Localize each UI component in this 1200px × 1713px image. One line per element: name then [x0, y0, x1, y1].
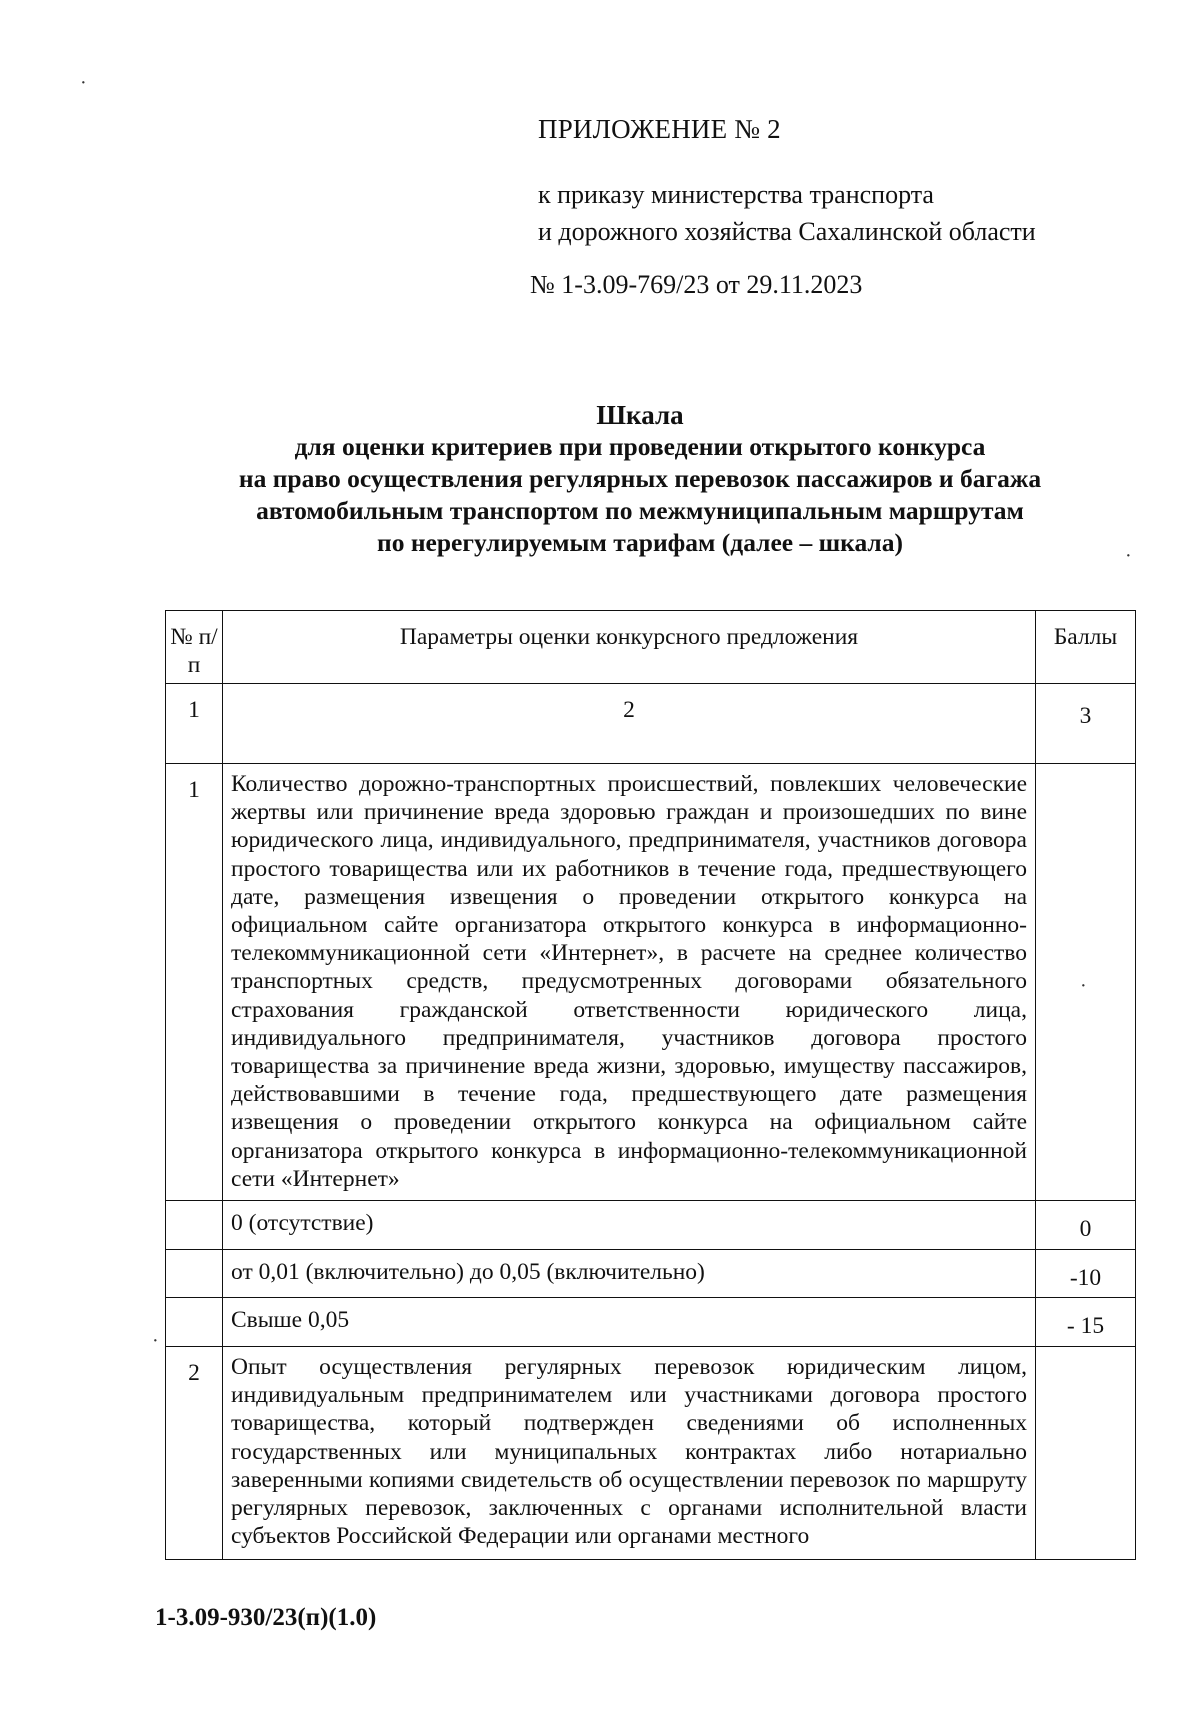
criterion-text: Количество дорожно-транспортных происшествий, повлекших человеческие жертвы или причинение вреда здоровью граждан и произошедших по вине юридического лица, индивидуального, предпринимателя, участников договора простого товарищества или их работников в течение года, предшествующего дате, размещения извещения о проведении открытого конкурса на официальном сайте организатора открытого конкурса в информационно-телекоммуникационной сети «Интернет», в расчете на среднее количество транспортных средств, предусмотренных договорами обязательного страхования гражданской ответственности юридического лица, индивидуального предпринимателя, участников договора простого товарищества за причинение вреда жизни, здоровью, имуществу пассажиров, действовавшими в течение года, предшествующего дате размещения извещения о проведении открытого конкурса на официальном сайте организатора открытого конкурса в информационно-телекоммуникационной сети «Интернет» [223, 764, 1036, 1201]
table-row [166, 1347, 1136, 1560]
title-line-2: на право осуществления регулярных перевозок пассажиров и багажа [238, 464, 1042, 493]
criterion-text: Опыт осуществления регулярных перевозок юридическим лицом, индивидуальным предпринимателем или участниками договора простого товарищества, который подтвержден сведениями об исполненных государственных или муниципальных контрактах либо нотариально заверенными копиями свидетельств об осуществлении перевозок по маршруту регулярных перевозок, заключенных с органами исполнительной власти субъектов Российской Федерации или органами местного [223, 1347, 1036, 1560]
header-points-label: Баллы [1053, 624, 1118, 650]
document-title [150, 399, 1130, 559]
table-row [166, 764, 1136, 1201]
scan-speck: · [1125, 545, 1132, 567]
appendix-title: ПРИЛОЖЕНИЕ № 2 [538, 114, 781, 144]
table-header-row [166, 611, 1136, 684]
scan-speck: · [80, 72, 87, 94]
scan-speck: · [1080, 975, 1087, 997]
option-points: - 15 [1036, 1298, 1136, 1347]
option-points: -10 [1036, 1250, 1136, 1298]
option-number [166, 1298, 223, 1347]
row-number: 2 [166, 1347, 223, 1560]
header-parameters-label: Параметры оценки конкурсного предложения [399, 624, 859, 650]
header-number-label: № п/п [170, 624, 218, 679]
option-number [166, 1201, 223, 1250]
table-row [166, 1250, 1136, 1298]
title-line-3: автомобильным транспортом по межмуниципальным маршрутам [256, 496, 1024, 525]
scale-table [165, 610, 1136, 1560]
option-label: от 0,01 (включительно) до 0,05 (включительно) [223, 1250, 1036, 1298]
column-number-row [166, 684, 1136, 764]
document-code: 1-3.09-930/23(п)(1.0) [155, 1604, 377, 1631]
order-reference [538, 176, 1036, 250]
order-number: № 1-3.09-769/23 от 29.11.2023 [530, 270, 863, 299]
reference-line-1: к приказу министерства транспорта [538, 180, 934, 209]
column-number-3: 3 [1036, 684, 1136, 764]
header-parameters [223, 611, 1036, 684]
header-number [166, 611, 223, 684]
option-points: 0 [1036, 1201, 1136, 1250]
column-number-1: 1 [166, 684, 223, 764]
reference-line-2: и дорожного хозяйства Сахалинской области [538, 217, 1036, 246]
title-line-1: для оценки критериев при проведении открытого конкурса [294, 432, 986, 461]
title-line-4: по нерегулируемым тарифам (далее – шкала) [377, 528, 903, 557]
header-points [1036, 611, 1136, 684]
option-label: Свыше 0,05 [223, 1298, 1036, 1347]
criterion-points [1036, 1347, 1136, 1560]
scan-speck: · [152, 1330, 159, 1352]
option-label: 0 (отсутствие) [223, 1201, 1036, 1250]
table-row [166, 1201, 1136, 1250]
criterion-points [1036, 764, 1136, 1201]
option-number [166, 1250, 223, 1298]
row-number: 1 [166, 764, 223, 1201]
table-row [166, 1298, 1136, 1347]
column-number-2: 2 [223, 684, 1036, 764]
title-main: Шкала [596, 400, 684, 430]
